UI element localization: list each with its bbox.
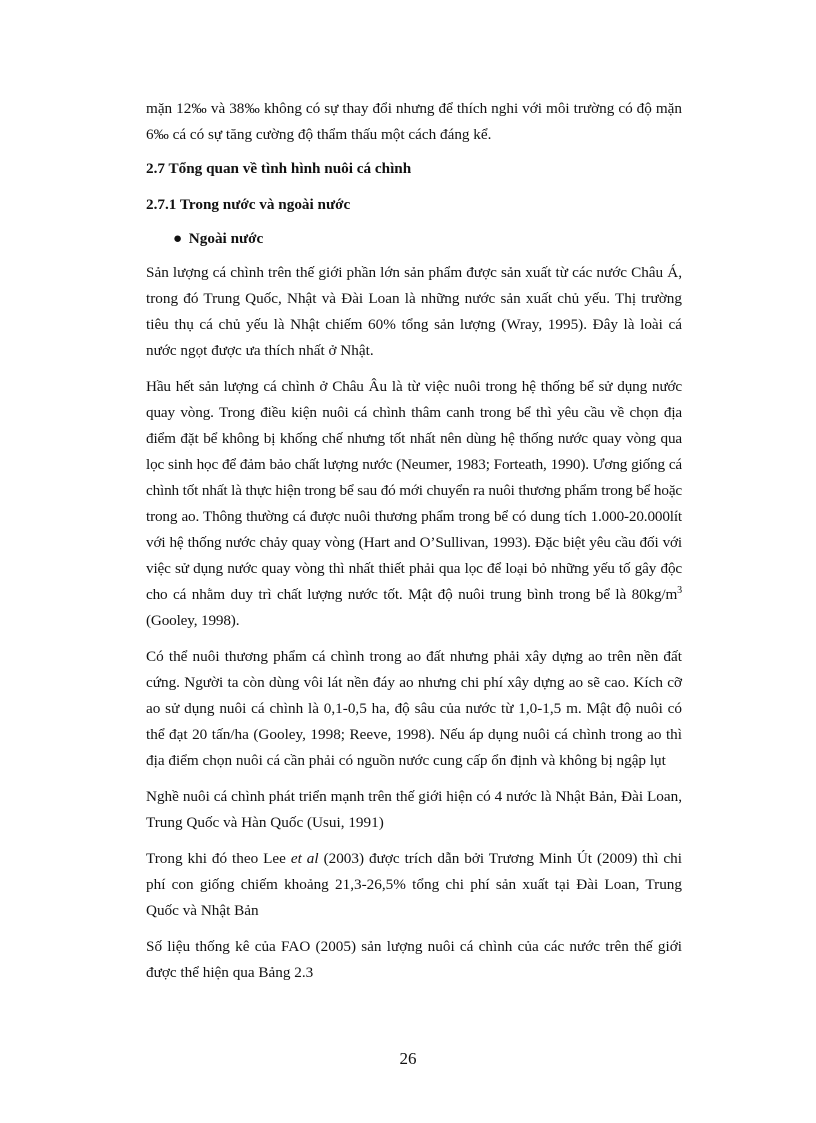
bullet-dot-icon: ● [173, 230, 183, 247]
paragraph-fao-statistics: Số liệu thống kê của FAO (2005) sản lượng nuôi cá chình của các nước trên thế giới được thể hiện qua Bảng 2.3 [146, 938, 682, 981]
paragraph-europe-text: Hầu hết sản lượng cá chình ở Châu Âu là từ việc nuôi trong hệ thống bể sử dụng nước quay vòng. Trong điều kiện nuôi cá chình thâm canh trong bể thì yêu cầu về chọn địa điểm đặt bể không bị khống chế nhưng tốt nhất nên dùng hệ thống nước quay vòng qua lọc sinh học để đảm bảo chất lượng nước (Neumer, 1983; Forteath, 1990). Ương giống cá chình tốt nhất là thực hiện trong bể sau đó mới chuyển ra nuôi thương phẩm trong bể hoặc trong ao. Thông thường cá được nuôi thương phẩm trong bể có dung tích 1.000-20.000lít với hệ thống nước chảy quay vòng (Hart and O’Sullivan, 1993). Đặc biệt yêu cầu đối với việc sử dụng nước quay vòng thì nhất thiết phải qua lọc để loại bỏ những yếu tố gây độc cho cá nhằm duy trì chất lượng nước tốt. Mật độ nuôi trung bình trong bể là 80kg/m [146, 378, 682, 603]
page-body [146, 96, 682, 996]
superscript-cubic: 3 [677, 585, 682, 596]
paragraph-europe-tanks [146, 374, 682, 634]
bullet-item-foreign [146, 226, 682, 252]
subsection-heading-2-7-1: 2.7.1 Trong nước và ngoài nước [146, 196, 351, 213]
italic-et-al: et al [290, 850, 319, 867]
bullet-label: Ngoài nước [188, 230, 264, 247]
section-heading-2-7: 2.7 Tổng quan về tình hình nuôi cá chình [146, 160, 412, 177]
page-number: 26 [399, 1049, 417, 1068]
paragraph-pond-culture: Có thể nuôi thương phẩm cá chình trong ao đất nhưng phải xây dựng ao trên nền đất cứng. Người ta còn dùng vôi lát nền đáy ao nhưng chi phí xây dựng ao sẽ cao. Kích cỡ ao sử dụng nuôi cá chình là 0,1-0,5 ha, độ sâu của nước từ 1,0-1,5 m. Mật độ nuôi có thể đạt 20 tấn/ha (Gooley, 1998; Reeve, 1998). Nếu áp dụng nuôi cá chình trong ao thì địa điểm chọn nuôi cá cần phải có nguồn nước cung cấp ổn định và không bị ngập lụt [146, 648, 682, 769]
paragraph-seed-cost [146, 846, 682, 924]
paragraph-salinity: mặn 12‰ và 38‰ không có sự thay đổi nhưng để thích nghi với môi trường có độ mặn 6‰ cá có sự tăng cường độ thẩm thấu một cách đáng kể. [146, 100, 682, 143]
paragraph-seed-cost-post: (2003) được trích dẫn bởi Trương Minh Út (2009) thì chi phí con giống chiếm khoảng 21,3-26,5% tổng chi phí sản xuất tại Đài Loan, Trung Quốc và Nhật Bản [146, 850, 682, 919]
paragraph-world-production: Sản lượng cá chình trên thế giới phần lớn sản phẩm được sản xuất từ các nước Châu Á, trong đó Trung Quốc, Nhật và Đài Loan là những nước sản xuất chủ yếu. Thị trường tiêu thụ cá chủ yếu là Nhật chiếm 60% tổng sản lượng (Wray, 1995). Đây là loài cá nước ngọt được ưa thích nhất ở Nhật. [146, 264, 682, 359]
paragraph-seed-cost-pre: Trong khi đó theo Lee [146, 850, 291, 867]
paragraph-europe-tail: (Gooley, 1998). [146, 612, 240, 629]
paragraph-producing-countries: Nghề nuôi cá chình phát triển mạnh trên thế giới hiện có 4 nước là Nhật Bản, Đài Loan, Trung Quốc và Hàn Quốc (Usui, 1991) [146, 788, 682, 831]
